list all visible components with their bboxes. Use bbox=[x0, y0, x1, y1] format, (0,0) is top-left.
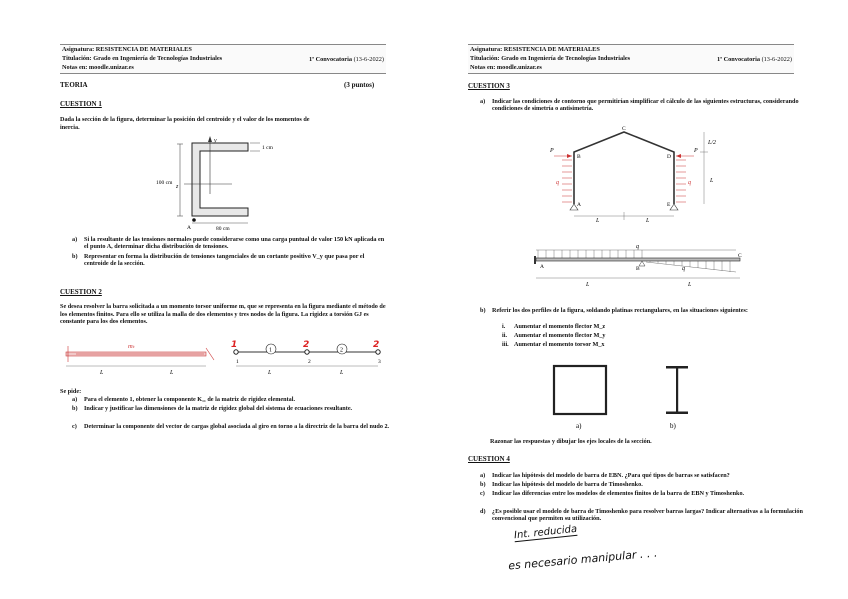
portal-frame-figure bbox=[534, 124, 734, 224]
profile-a-label: a) bbox=[576, 422, 582, 430]
z-axis-label: z bbox=[176, 184, 179, 190]
beam-node-b: B bbox=[636, 266, 640, 272]
fe-mesh-figure bbox=[228, 336, 388, 376]
handwritten-node2: 2 bbox=[303, 340, 310, 350]
channel-section-figure bbox=[150, 134, 290, 234]
header-convocatoria-right: 1ª Convocatoria (13-6-2022) bbox=[716, 56, 792, 63]
height-label: 100 cm bbox=[156, 180, 173, 186]
profile-b-label: b) bbox=[670, 422, 676, 430]
profiles-figure bbox=[548, 362, 698, 434]
thickness-label: 1 cm bbox=[262, 145, 273, 151]
q1-item-b: b) Representar en forma la distribución de tensiones tangenciales de un cortante positivo V_y que pasa por el centroide de la sección. bbox=[72, 253, 365, 268]
teoria-points: (3 puntos) bbox=[344, 81, 375, 89]
load-label: mₜ bbox=[128, 343, 135, 350]
q4-item-d: d) ¿Es posible usar el modelo de barra de Timoshenko para resolver barras largas? Indicar alternativas a la formulación convencional que permiten su utilización. bbox=[480, 508, 803, 523]
handwritten-note-2: es necesario manipular . . . bbox=[507, 546, 658, 573]
length-label-2: L bbox=[170, 370, 174, 376]
header-subject-right: Asignatura: RESISTENCIA DE MATERIALES bbox=[470, 46, 600, 53]
q2-item-c: c) Determinar la componente del vector de cargas global asociada al giro en torno a la directriz de la barra del nudo 2. bbox=[72, 423, 390, 430]
handwritten-note-1: Int. reducida bbox=[513, 523, 578, 542]
q2-item-a: a) Para el elemento 1, obtener la componente K₁₁ de la matriz de rigidez elemental. bbox=[72, 396, 295, 403]
q1-intro-line2: inercia. bbox=[60, 124, 80, 131]
element-1-label: 1 bbox=[269, 347, 272, 354]
q3-b-item-ii: ii. Aumentar el momento flector M_y bbox=[502, 332, 606, 339]
q2-item-b: b) Indicar y justificar las dimensiones de la matriz de rigidez global del sistema de ecuaciones resultante. bbox=[72, 405, 353, 412]
node-c: C bbox=[622, 126, 626, 132]
q3-b-item-i: i. Aumentar el momento flector M_z bbox=[502, 323, 606, 330]
node-e: E bbox=[667, 202, 671, 208]
node-a: A bbox=[577, 202, 581, 208]
handwritten-node3: 2 bbox=[373, 340, 380, 350]
width-label: 80 cm bbox=[216, 226, 230, 232]
q4-title: CUESTION 4 bbox=[468, 455, 510, 463]
right-page bbox=[424, 0, 848, 599]
node-2-label: 2 bbox=[308, 359, 311, 365]
mesh-length-1: L bbox=[268, 370, 272, 376]
point-a-label: A bbox=[187, 225, 191, 231]
q4-item-a: a) Indicar las hipótesis del modelo de barra de EBN. ¿Para qué tipos de barras se satisfacen? bbox=[480, 472, 730, 479]
header-notes-right: Notas en: moodle.unizar.es bbox=[470, 64, 542, 71]
q2-title: CUESTION 2 bbox=[60, 288, 102, 296]
q3-razonar: Razonar las respuestas y dibujar los ejes locales de la sección. bbox=[490, 438, 652, 445]
header-convocatoria: 1ª Convocatoria (13-6-2022) bbox=[308, 56, 384, 63]
q4-item-c: c) Indicar las diferencias entre los modelos de elementos finitos de la barra de EBN y Timoshenko. bbox=[480, 490, 745, 497]
q2-intro: Se desea resolver la barra solicitada a un momento torsor uniforme m, que se representa en la figura mediante el método de los elementos finitos. Para ello se utiliza la malla de dos elementos y tres nodos de la figura. La rigidez a torsión GJ es constante para los dos elementos. bbox=[60, 303, 386, 325]
node-b: B bbox=[577, 154, 581, 160]
q1-item-a: a) Si la resultante de las tensiones normales puede considerarse como una carga puntual de valor 150 kN aplicada en el punto A, determinar dicha distribución de tensiones. bbox=[72, 236, 385, 251]
header-subject: Asignatura: RESISTENCIA DE MATERIALES bbox=[62, 46, 192, 53]
y-axis-label: y bbox=[214, 138, 217, 144]
frame-length-2: L bbox=[646, 218, 650, 224]
handwritten-node1: 1 bbox=[231, 340, 238, 350]
q3-item-b: b) Referir los dos perfiles de la figura, soldando platinas rectangulares, en las situaciones siguientes: bbox=[480, 307, 748, 314]
load-q-left: q bbox=[556, 180, 559, 186]
beam-length-1: L bbox=[586, 282, 590, 288]
header-degree-right: Titulación: Grado en Ingeniería de Tecnologías Industriales bbox=[470, 55, 631, 62]
header-notes: Notas en: moodle.unizar.es bbox=[62, 64, 134, 71]
beam-length-2: L bbox=[688, 282, 692, 288]
header-degree: Titulación: Grado en Ingeniería de Tecnologías Industriales bbox=[62, 55, 223, 62]
node-3-label: 3 bbox=[378, 359, 381, 365]
load-p-left: P bbox=[550, 148, 554, 154]
exam-header bbox=[60, 44, 386, 74]
continuous-beam-figure bbox=[532, 240, 752, 290]
q3-title: CUESTION 3 bbox=[468, 82, 510, 90]
length-label-1: L bbox=[100, 370, 104, 376]
load-q-right: q bbox=[688, 180, 691, 186]
q3-item-a: a) Indicar las condiciones de contorno que permitirían simplificar el cálculo de las siguientes estructuras, considerando condiciones de simetría o antisimetría. bbox=[480, 98, 799, 113]
q1-intro-line1: Dada la sección de la figura, determinar la posición del centroide y el valor de los momentos de bbox=[60, 116, 310, 123]
beam-node-c: C bbox=[738, 253, 742, 259]
mesh-length-2: L bbox=[340, 370, 344, 376]
torsion-bar-figure bbox=[60, 338, 220, 378]
frame-height-half: L/2 bbox=[708, 140, 717, 146]
exam-header-right bbox=[468, 44, 794, 74]
frame-height: L bbox=[710, 178, 714, 184]
teoria-heading: TEORIA bbox=[60, 81, 88, 89]
element-2-label: 2 bbox=[340, 347, 343, 354]
beam-load-q2: q bbox=[682, 266, 685, 272]
beam-load-q: q bbox=[636, 244, 639, 250]
se-pide: Se pide: bbox=[60, 388, 82, 395]
q4-item-b: b) Indicar las hipótesis del modelo de barra de Timoshenko. bbox=[480, 481, 643, 488]
q3-b-item-iii: iii. Aumentar el momento torsor M_x bbox=[502, 341, 605, 348]
q1-title: CUESTION 1 bbox=[60, 100, 102, 108]
load-p-right: P bbox=[694, 148, 698, 154]
node-1-label: 1 bbox=[236, 359, 239, 365]
frame-length-1: L bbox=[596, 218, 600, 224]
beam-node-a: A bbox=[540, 264, 544, 270]
node-d: D bbox=[667, 154, 671, 160]
